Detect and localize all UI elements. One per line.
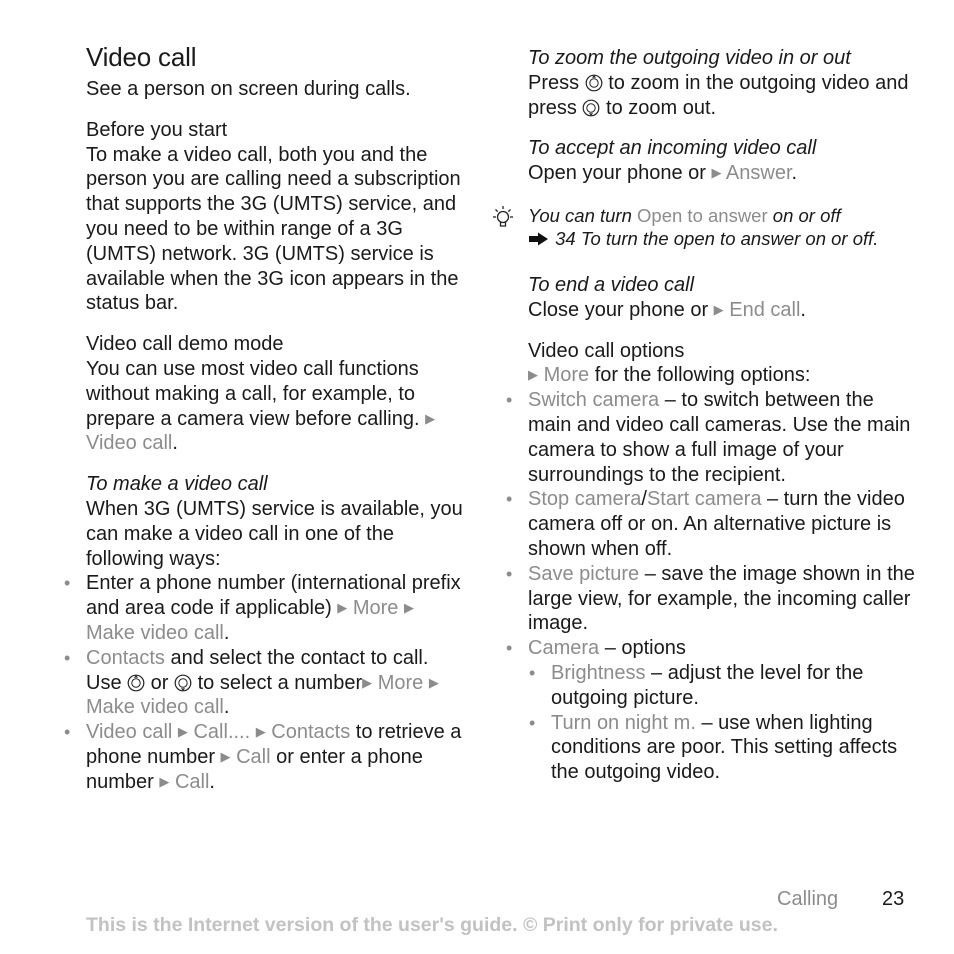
footer-copyright-note: This is the Internet version of the user's guide. © Print only for private use.	[86, 914, 778, 936]
list-item	[528, 636, 918, 785]
list-item: • Video call ▶ Call.... ▶ Contacts to retrieve a phone number ▶ Call or enter a phone number ▶ Call.	[86, 720, 466, 794]
lightbulb-tip-icon	[488, 204, 518, 234]
accept-call-heading: To accept an incoming video call	[528, 137, 817, 160]
zoom-body: Press	[528, 71, 585, 94]
menu-arrow-icon: ▶	[337, 600, 348, 616]
tip-body: You can turn	[528, 204, 638, 226]
footer-section-name: Calling	[777, 888, 839, 910]
bullet-text: to retrieve a phone number	[86, 721, 462, 768]
list-item: • Enter a phone number (international prefix and area code if applicable) ▶ More ▶ Make video call.	[86, 571, 466, 645]
demo-mode-heading: Video call demo mode	[86, 333, 284, 356]
call-menu-link: Call	[174, 770, 210, 793]
zoom-heading: To zoom the outgoing video in or out	[528, 47, 851, 69]
option-description: – use when lighting conditions are poor. This setting affects the outgoing video.	[551, 711, 898, 784]
tip-note	[528, 204, 918, 251]
camera-option: Camera	[528, 637, 600, 660]
list-item: • Contacts and select the contact to call. Use or to select a number▶ More ▶ Make video call.	[86, 646, 466, 720]
zoom-body: to zoom in the outgoing video and press	[528, 71, 909, 119]
menu-arrow-icon: ▶	[404, 600, 414, 616]
page-reference-arrow-icon	[528, 232, 550, 246]
menu-arrow-icon: ▶	[220, 748, 231, 764]
option-description: – adjust the level for the outgoing picture.	[551, 661, 864, 709]
camera-suboptions-list	[528, 661, 918, 785]
accept-call-text: Open your phone or ▶ Answer.	[528, 162, 798, 185]
demo-mode-body: You can use most video call functions without making a call, for example, to prepare a camera view before calling.	[86, 357, 420, 430]
video-call-options-list	[528, 388, 918, 785]
open-to-answer-menu-link: Open to answer	[637, 204, 768, 226]
tip-body: on or off	[767, 204, 841, 226]
make-call-methods-list	[86, 571, 466, 794]
save-picture-option: Save picture	[528, 562, 640, 585]
more-menu-link: More	[543, 364, 590, 387]
menu-arrow-icon: ▶	[177, 724, 188, 740]
stop-camera-option: Stop camera	[528, 488, 642, 511]
bullet-text: and select the contact to call. Use	[86, 646, 429, 694]
make-video-call-menu-link: Make video call	[86, 696, 224, 719]
option-description: – save the image shown in the large view, for example, the incoming caller image.	[528, 562, 915, 635]
answer-menu-link: Answer	[725, 162, 792, 185]
zoom-body: to zoom out.	[600, 96, 717, 119]
night-mode-option: Turn on night m.	[551, 711, 696, 734]
make-video-call-menu-link: Make video call	[86, 621, 224, 644]
page-number: 23	[882, 888, 905, 910]
left-column	[86, 40, 466, 795]
demo-mode-text: You can use most video call functions without making a call, for example, to prepare a camera view before calling. ▶ Video call.	[86, 357, 436, 455]
more-menu-link: More	[377, 671, 424, 694]
contacts-menu-link: Contacts	[86, 646, 165, 669]
list-item	[551, 661, 918, 711]
intro-text: See a person on screen during calls.	[86, 78, 411, 100]
navigation-key-up-icon	[127, 674, 145, 692]
bullet-text: to select a number	[192, 671, 363, 694]
video-call-options-heading: Video call options	[528, 339, 685, 362]
end-body: Close your phone or	[528, 298, 714, 321]
volume-down-key-icon	[582, 99, 600, 117]
end-call-heading: To end a video call	[528, 273, 695, 296]
option-separator: /	[641, 488, 647, 511]
contacts-menu-link: Contacts	[271, 721, 351, 744]
bullet-text: or enter a phone number	[86, 745, 423, 793]
call-menu-link: Call	[236, 745, 271, 768]
video-call-menu-link: Video call	[86, 432, 173, 455]
before-you-start-heading: Before you start	[86, 118, 228, 141]
end-call-text: Close your phone or ▶ End call.	[528, 298, 806, 321]
list-item	[528, 487, 918, 561]
list-item	[528, 388, 918, 487]
menu-arrow-icon: ▶	[528, 367, 538, 383]
video-call-options-text	[528, 363, 918, 388]
end-call-menu-link: End call	[729, 298, 801, 321]
bullet-text: Enter a phone number (international prefix and area code if applicable)	[86, 572, 461, 620]
menu-arrow-icon: ▶	[255, 724, 266, 740]
menu-arrow-icon: ▶	[159, 773, 170, 789]
make-video-call-text: When 3G (UMTS) service is available, you can make a video call in one of the following ways:	[86, 497, 463, 570]
menu-arrow-icon: ▶	[713, 301, 724, 317]
start-camera-option: Start camera	[646, 488, 762, 511]
list-item	[551, 711, 918, 785]
tip-page-reference[interactable]: 34 To turn the open to answer on or off.	[555, 228, 879, 250]
switch-camera-option: Switch camera	[528, 389, 660, 412]
option-description: – options	[599, 637, 686, 660]
navigation-key-down-icon	[174, 674, 192, 692]
make-video-call-heading: To make a video call	[86, 473, 268, 496]
list-item	[528, 562, 918, 636]
brightness-option: Brightness	[551, 661, 646, 684]
right-column	[528, 46, 918, 785]
zoom-text	[528, 71, 918, 121]
menu-arrow-icon: ▶	[425, 410, 436, 426]
menu-arrow-icon: ▶	[711, 165, 722, 181]
page-title: Video call	[86, 42, 197, 72]
option-description: – turn the video camera off or on. An alternative picture is shown when off.	[528, 488, 905, 560]
volume-up-key-icon	[585, 74, 603, 92]
call-menu-link: Call....	[193, 721, 251, 744]
option-description: – to switch between the main and video call cameras. Use the main camera to show a full image of your surroundings to the recipient.	[528, 389, 911, 486]
menu-arrow-icon: ▶	[428, 674, 439, 690]
accept-body: Open your phone or	[528, 162, 712, 185]
more-menu-link: More	[352, 597, 399, 620]
before-you-start-text: To make a video call, both you and the person you are calling need a subscription that supports the 3G (UMTS) service, and you need to be within range of a 3G (UMTS) network. 3G (UMTS) service is available when the 3G icon appears in the status bar.	[86, 143, 461, 315]
menu-arrow-icon: ▶	[362, 674, 373, 690]
video-call-menu-link: Video call	[86, 721, 173, 744]
bullet-text: or	[145, 671, 175, 694]
options-body: for the following options:	[589, 364, 811, 387]
